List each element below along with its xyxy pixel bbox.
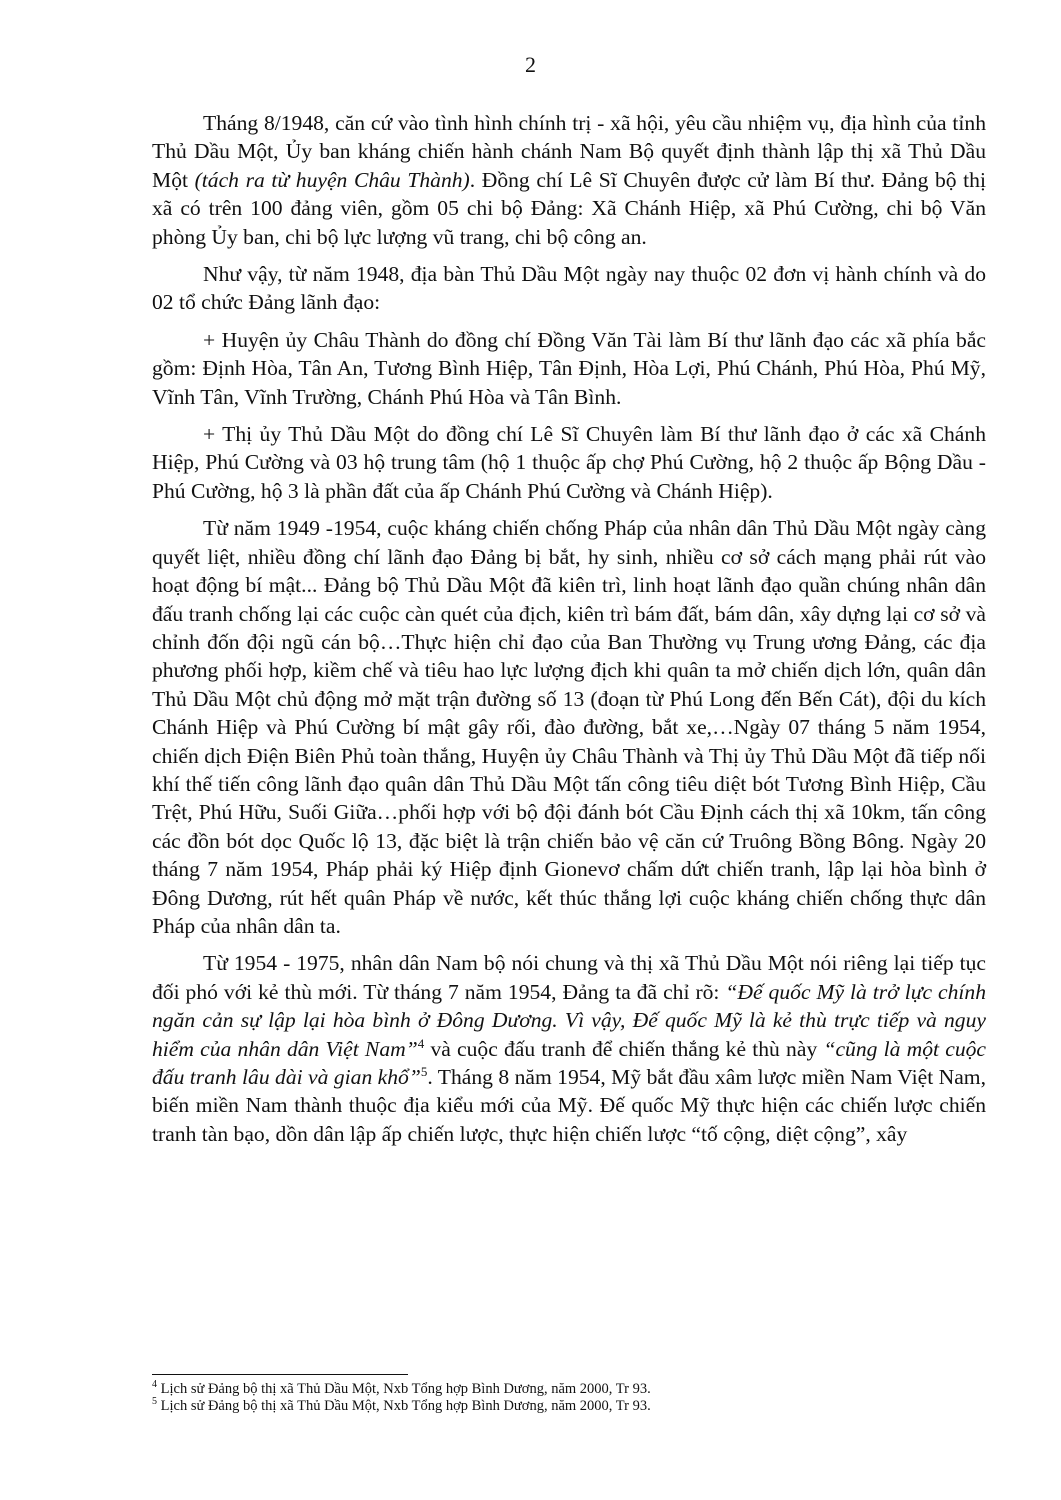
footnote-ref-5[interactable]: 5 <box>420 1063 428 1079</box>
footnote-text: Lịch sử Đảng bộ thị xã Thủ Dầu Một, Nxb Tổng hợp Bình Dương, năm 2000, Tr 93. <box>157 1398 651 1414</box>
footnote-divider <box>152 1374 408 1375</box>
paragraph-6-text-b: và cuộc đấu tranh để chiến thắng kẻ thù này <box>424 1036 824 1061</box>
footnote-ref-4[interactable]: 4 <box>417 1035 425 1051</box>
paragraph-5: Từ năm 1949 -1954, cuộc kháng chiến chống Pháp của nhân dân Thủ Dầu Một ngày càng quyết liệt, nhiều đồng chí lãnh đạo Đảng bị bắt, hy sinh, nhiều cơ sở cách mạng phải rút vào hoạt động bí mật... Đảng bộ Thủ Dầu Một đã kiên trì, linh hoạt lãnh đạo quần chúng nhân dân đấu tranh chống lại các cuộc càn quét của địch, kiên trì bám đất, bám dân, xây dựng lại cơ sở và chỉnh đốn đội ngũ cán bộ…Thực hiện chỉ đạo của Ban Thường vụ Trung ương Đảng, các địa phương phối hợp, kiềm chế và tiêu hao lực lượng địch khi quân ta mở chiến dịch lớn, quân dân Thủ Dầu Một chủ động mở mặt trận đường số 13 (đoạn từ Phú Long đến Bến Cát), đội du kích Chánh Hiệp và Phú Cường bí mật gây rối, đào đường, bắt xe,…Ngày 07 tháng 5 năm 1954, chiến dịch Điện Biên Phủ toàn thắng, Huyện ủy Châu Thành và Thị ủy Thủ Dầu Một đã tiếp nối khí thế tiến công lãnh đạo quân dân Thủ Dầu Một tấn công tiêu diệt bót Tương Bình Hiệp, Cầu Trệt, Phú Hữu, Suối Giữa…phối hợp với bộ đội đánh bót Cầu Định cách thị xã 10km, tấn công các đồn bót dọc Quốc lộ 13, đặc biệt là trận chiến bảo vệ căn cứ Truông Bồng Bông. Ngày 20 tháng 7 năm 1954, Pháp phải ký Hiệp định Gionevơ chấm dứt chiến tranh, lập lại hòa bình ở Đông Dương, rút hết quân Pháp về nước, kết thúc thắng lợi cuộc kháng chiến chống thực dân Pháp của nhân dân ta. <box>152 516 986 938</box>
paragraph-1 <box>152 109 986 251</box>
footnote-number: 5 <box>152 1396 157 1408</box>
footnotes <box>152 1381 986 1415</box>
paragraph-2: Như vậy, từ năm 1948, địa bàn Thủ Dầu Một ngày nay thuộc 02 đơn vị hành chính và do 02 tổ chức Đảng lãnh đạo: <box>152 262 986 315</box>
paragraph-6-text-c: . Tháng 8 năm 1954, Mỹ bắt đầu xâm lược miền Nam Việt Nam, biến miền Nam thành thuộc địa kiểu mới của Mỹ. Đế quốc Mỹ thực hiện các chiến lược chiến tranh tàn bạo, dồn dân lập ấp chiến lược, thực hiện chiến lược “tố cộng, diệt cộng”, xây <box>152 1065 986 1146</box>
footnote-5 <box>152 1398 986 1415</box>
paragraph-6-quote-1: “Đế quốc Mỹ là trở lực chính ngăn cản sự lập lại hòa bình ở Đông Dương. Vì vậy, Đế quốc Mỹ là kẻ thù trực tiếp và nguy hiểm của nhân dân Việt Nam” <box>152 979 987 1061</box>
paragraph-6-quote-2: “cũng là một cuộc đấu tranh lâu dài và gian khổ” <box>152 1036 987 1089</box>
paragraph-1-text-b: . Đồng chí Lê Sĩ Chuyên được cử làm Bí thư. Đảng bộ thị xã có trên 100 đảng viên, gồm 05 chi bộ Đảng: Xã Chánh Hiệp, xã Phú Cường, chi bộ Văn phòng Ủy ban, chi bộ lực lượng vũ trang, chi bộ công an. <box>152 167 986 249</box>
paragraph-1-italic: (tách ra từ huyện Châu Thành) <box>194 167 470 192</box>
paragraph-4: + Thị ủy Thủ Dầu Một do đồng chí Lê Sĩ Chuyên làm Bí thư lãnh đạo ở các xã Chánh Hiệp, Phú Cường và 03 hộ trung tâm (hộ 1 thuộc ấp chợ Phú Cường, hộ 2 thuộc ấp Bộng Dầu - Phú Cường, hộ 3 là phần đất của ấp Chánh Phú Cường và Chánh Hiệp). <box>152 422 986 503</box>
footnote-text: Lịch sử Đảng bộ thị xã Thủ Dầu Một, Nxb Tổng hợp Bình Dương, năm 2000, Tr 93. <box>157 1381 651 1397</box>
paragraph-1-text-a: Tháng 8/1948, căn cứ vào tình hình chính trị - xã hội, yêu cầu nhiệm vụ, địa hình của tỉnh Thủ Dầu Một, Ủy ban kháng chiến hành chánh Nam Bộ quyết định thành lập thị xã Thủ Dầu Một <box>152 111 986 192</box>
paragraph-3: + Huyện ủy Châu Thành do đồng chí Đồng Văn Tài làm Bí thư lãnh đạo các xã phía bắc gồm: Định Hòa, Tân An, Tương Bình Hiệp, Tân Định, Hòa Lợi, Phú Chánh, Phú Hòa, Phú Mỹ, Vĩnh Tân, Vĩnh Trường, Chánh Phú Hòa và Tân Bình. <box>152 327 986 409</box>
paragraph-6 <box>152 949 986 1148</box>
paragraph-6-text-a: Từ 1954 - 1975, nhân dân Nam bộ nói chung và thị xã Thủ Dầu Một nói riêng lại tiếp tục đối phó với kẻ thù mới. Từ tháng 7 năm 1954, Đảng ta đã chỉ rõ: <box>152 951 986 1004</box>
footnote-4 <box>152 1381 986 1398</box>
body-text <box>152 109 986 1148</box>
footnote-number: 4 <box>152 1379 157 1391</box>
page-number: 2 <box>525 52 536 77</box>
